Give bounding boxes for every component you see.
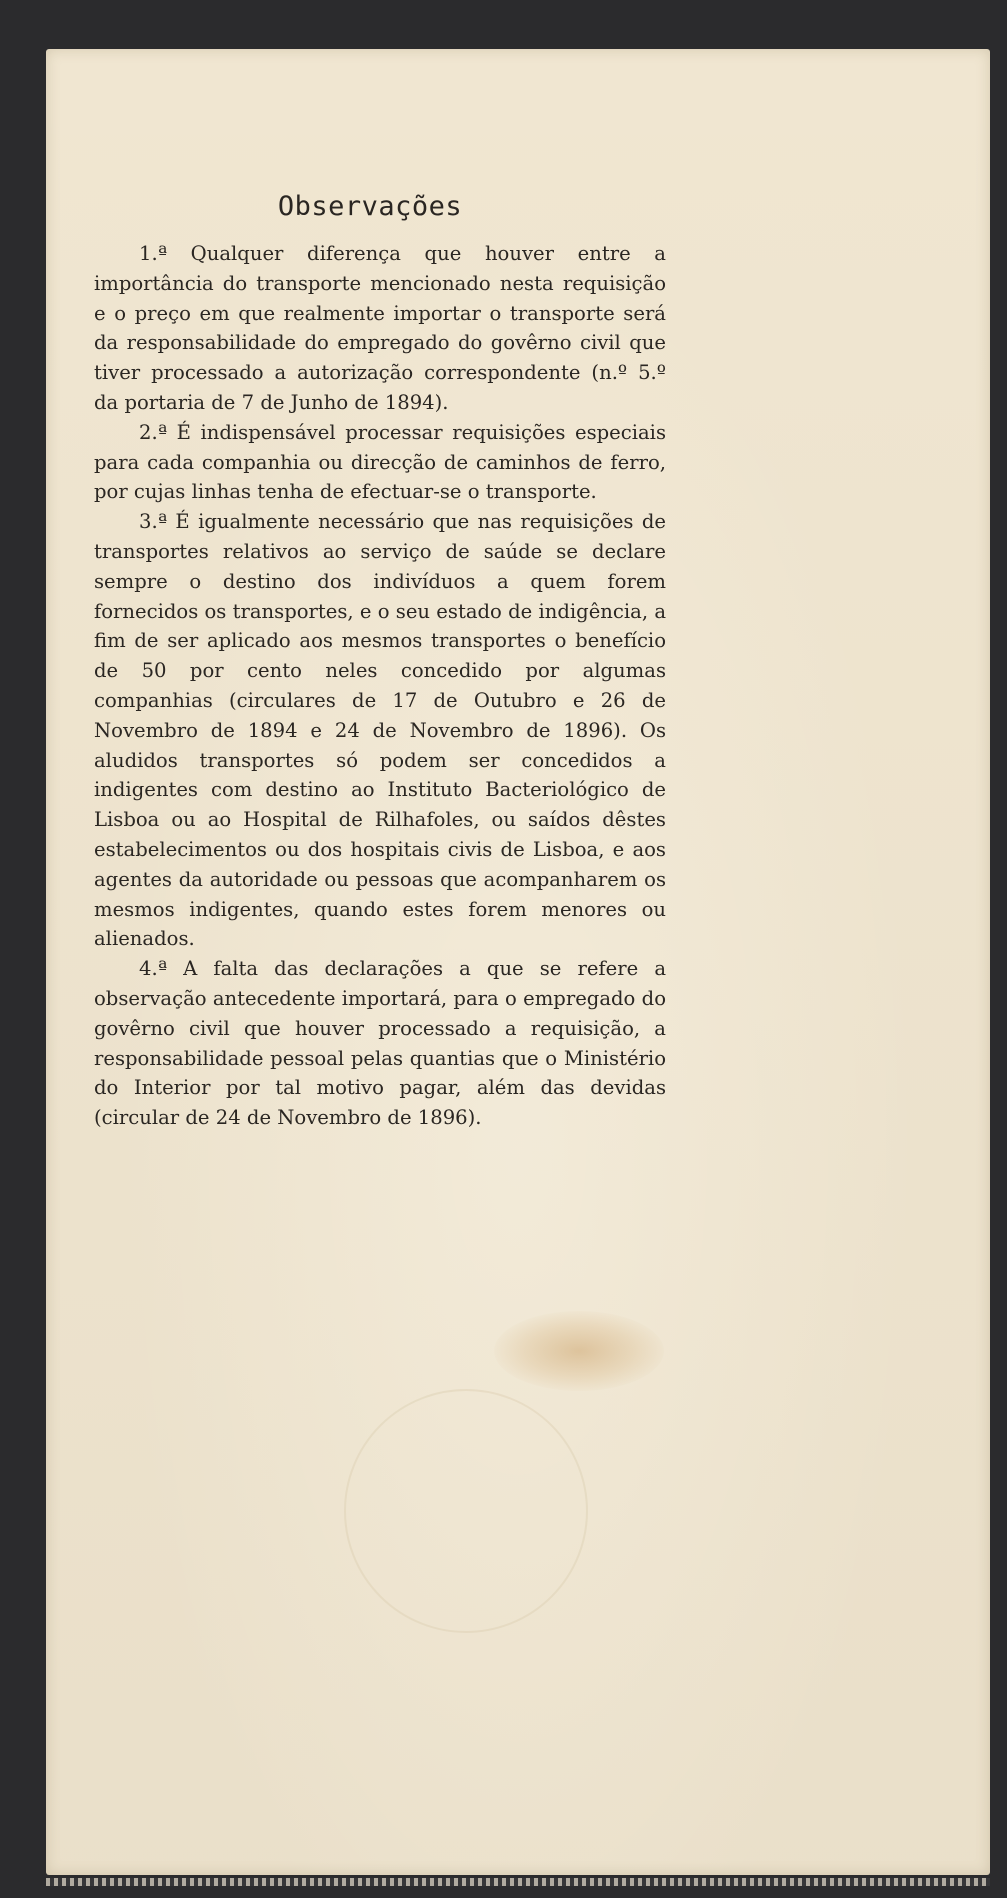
observation-paragraph-1 bbox=[94, 239, 666, 418]
embossed-seal bbox=[344, 1389, 588, 1633]
scan-edge-strip bbox=[46, 1878, 990, 1886]
observation-text: A falta das declarações a que se refere a observação antecedente importará, para o empregado do govêrno civil que houver processado a requisição, a responsabilidade pessoal pelas quantias que o Ministério do Interior por tal motivo pagar, além das devidas (circular de 24 de Novembro de 1896). bbox=[94, 957, 666, 1130]
observation-number: 4.ª bbox=[139, 957, 168, 981]
observation-number: 2.ª bbox=[139, 420, 168, 444]
observation-paragraph-3 bbox=[94, 507, 666, 954]
observation-text: É indispensável processar requisições especiais para cada companhia ou direcção de caminhos de ferro, por cujas linhas tenha de efectuar-se o transporte. bbox=[94, 420, 666, 504]
observation-text: Qualquer diferença que houver entre a importância do transporte mencionado nesta requisição e o preço em que realmente importar o transporte será da responsabilidade do empregado do govêrno civil que tiver processado a autorização correspondente (n.º 5.º da portaria de 7 de Junho de 1894). bbox=[94, 242, 666, 414]
paper-stain bbox=[494, 1311, 664, 1391]
observations-body bbox=[94, 239, 666, 1133]
document-title: Observações bbox=[277, 191, 463, 222]
observation-paragraph-2 bbox=[94, 418, 666, 507]
observation-paragraph-4 bbox=[94, 954, 666, 1133]
observation-text: É igualmente necessário que nas requisições de transportes relativos ao serviço de saúde se declare sempre o destino dos indivíduos a quem forem fornecidos os transportes, e o seu estado de indigência, a fim de ser aplicado aos mesmos transportes o benefício de 50 por cento neles concedido por algumas companhias (circulares de 17 de Outubro e 26 de Novembro de 1894 e 24 de Novembro de 1896). Os aludidos transportes só podem ser concedidos a indigentes com destino ao Instituto Bacteriológico de Lisboa ou ao Hospital de Rilhafoles, ou saídos dêstes estabelecimentos ou dos hospitais civis de Lisboa, e aos agentes da autoridade ou pessoas que acompanharem os mesmos indigentes, quando estes forem menores ou alienados. bbox=[94, 510, 667, 951]
observation-number: 1.ª bbox=[139, 242, 168, 265]
observation-number: 3.ª bbox=[139, 510, 168, 534]
